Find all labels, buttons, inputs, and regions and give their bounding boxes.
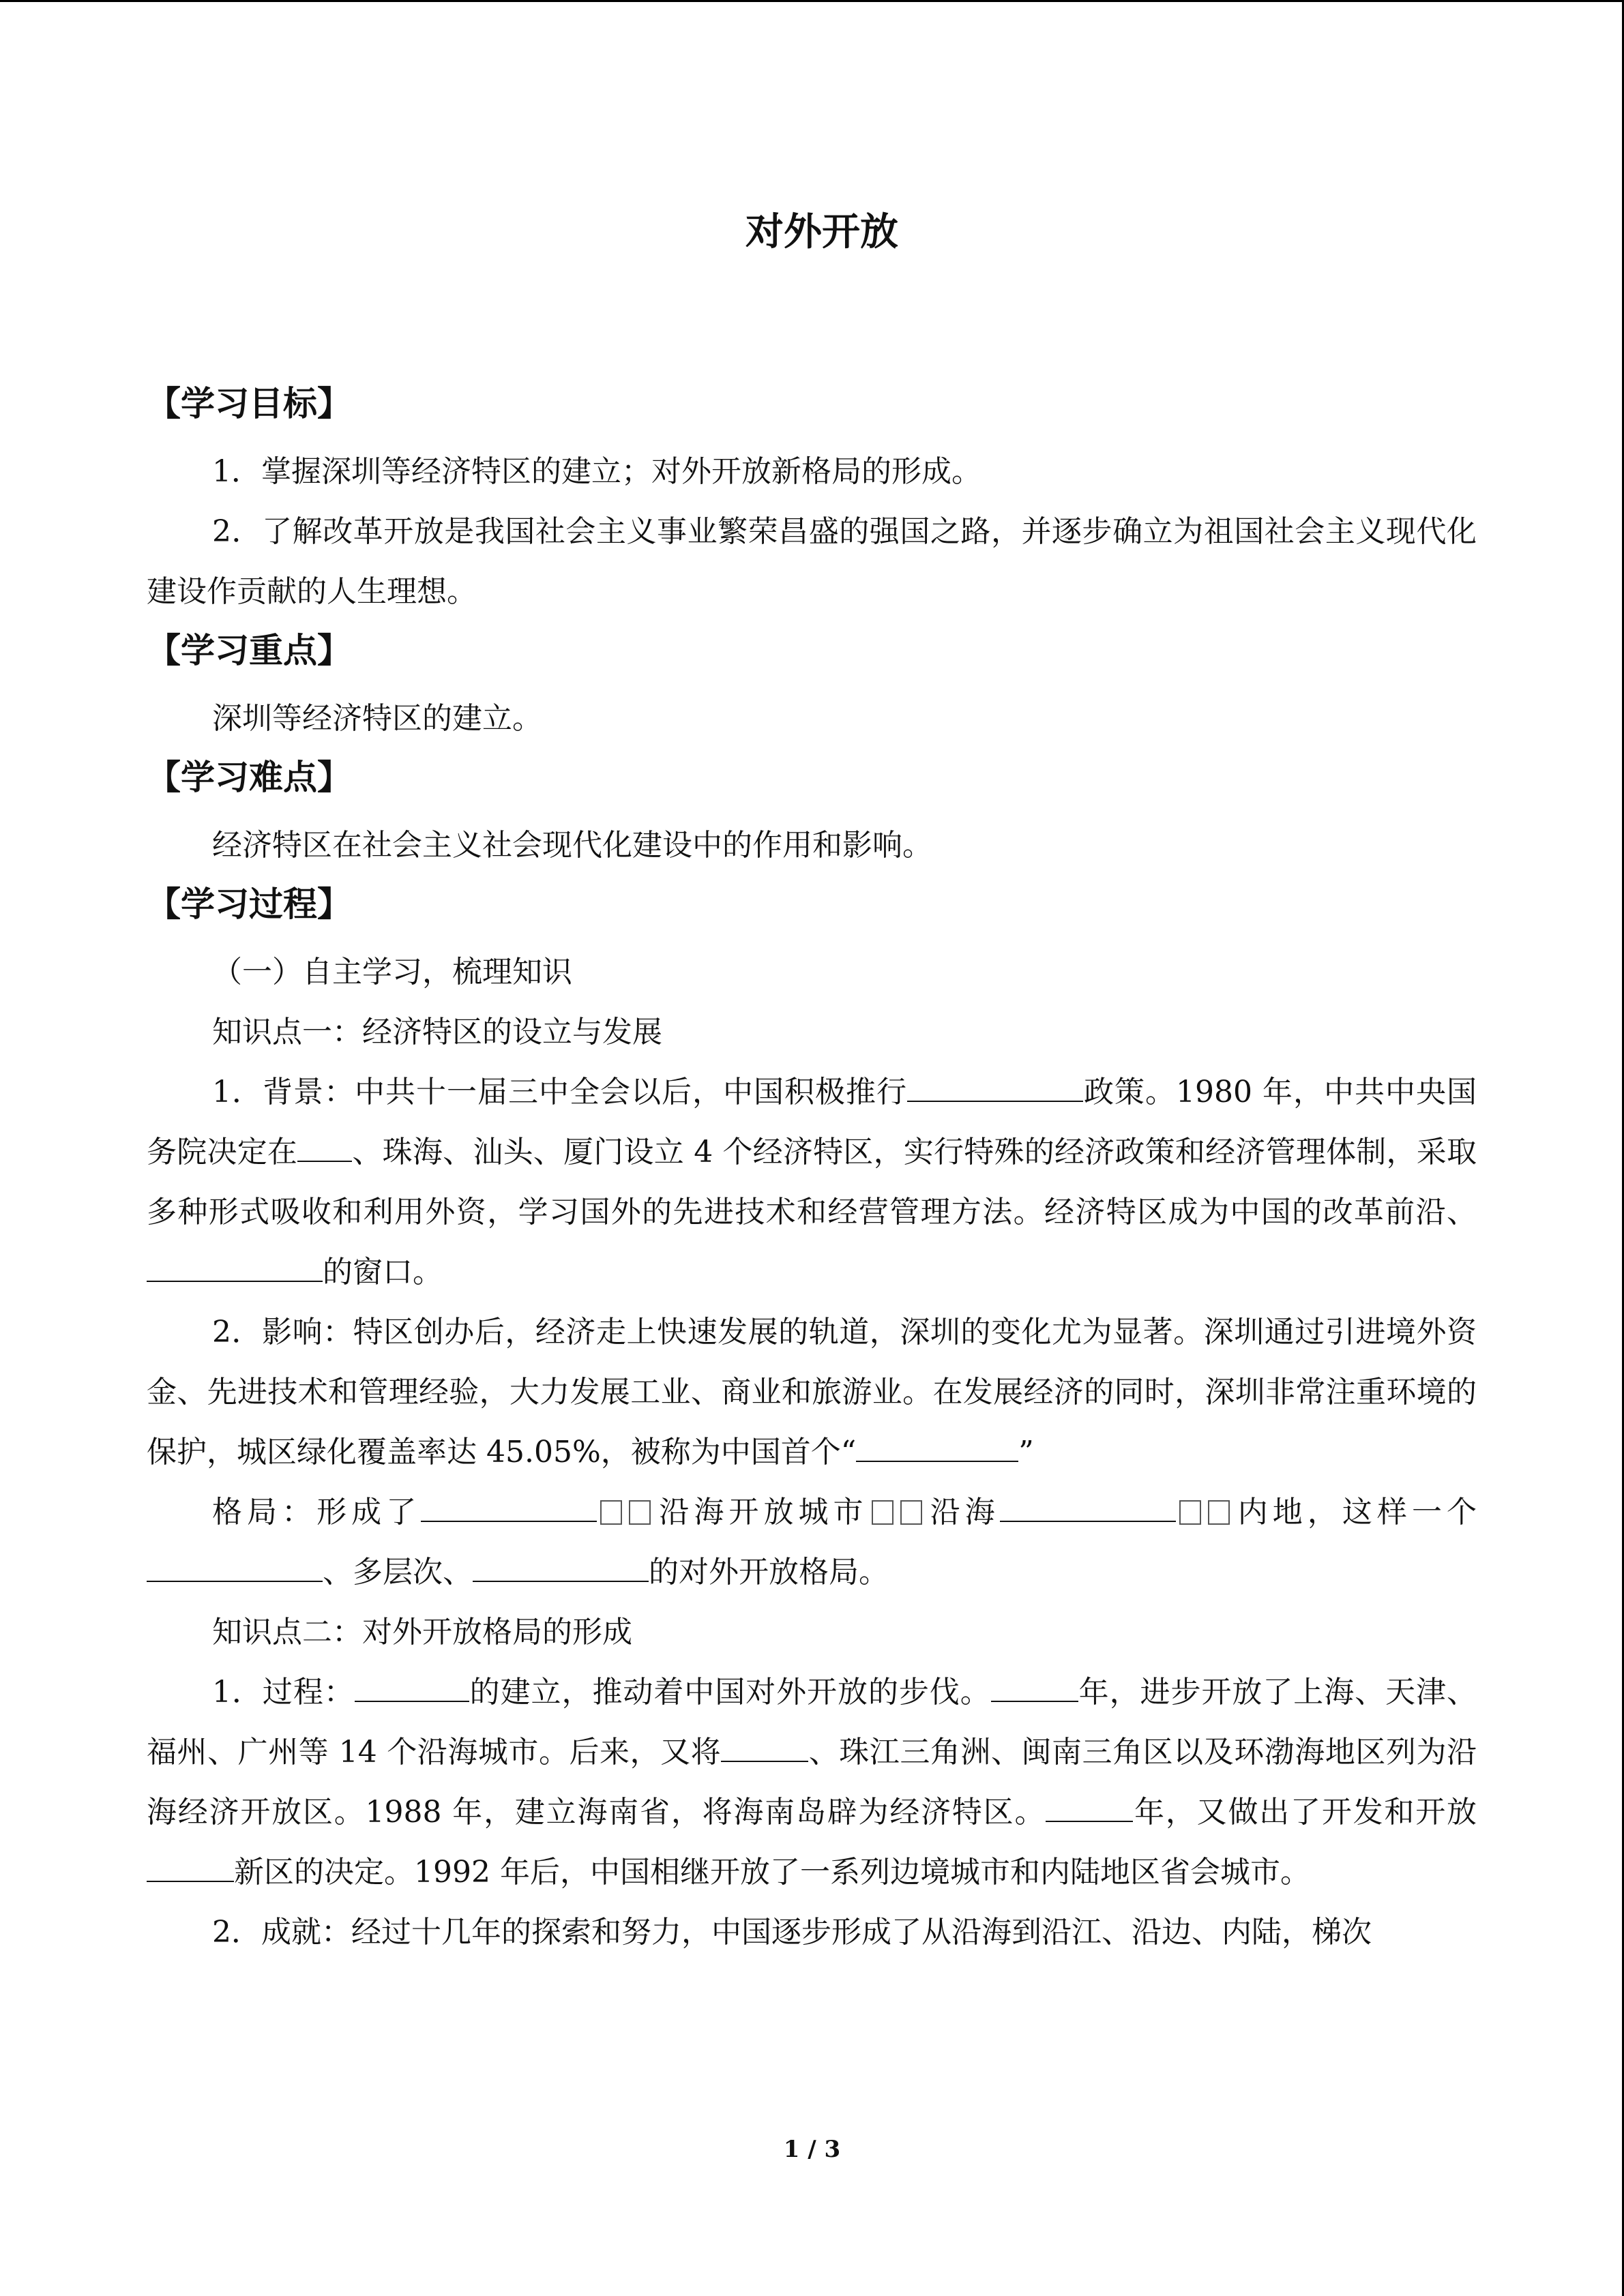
bg-text-b: 政策。1980 年，中共中央国务院决定在	[147, 1075, 1477, 1169]
blank-pattern-2[interactable]	[1000, 1485, 1176, 1522]
difficulties-text: 经济特区在社会主义社会现代化建设中的作用和影响。	[212, 828, 932, 863]
blank-city[interactable]	[297, 1125, 352, 1162]
missing-glyph-box	[872, 1500, 894, 1525]
knowledge-point-1-title: 知识点一：经济特区的设立与发展	[212, 1015, 662, 1049]
missing-glyph-box	[600, 1500, 622, 1525]
blank-course-newarea[interactable]	[147, 1845, 234, 1882]
blank-pattern-3[interactable]	[147, 1545, 323, 1582]
bg-text-a: 1．背景：中共十一届三中全会以后，中国积极推行	[212, 1075, 908, 1109]
blank-policy[interactable]	[907, 1065, 1083, 1102]
blank-course-year-1[interactable]	[991, 1665, 1078, 1702]
missing-glyph-box	[900, 1500, 922, 1525]
heading-difficulties: 【学习难点】	[147, 757, 351, 797]
goal-item-1: 1．掌握深圳等经济特区的建立；对外开放新格局的形成。	[212, 454, 981, 489]
knowledge-point-2-title: 知识点二：对外开放格局的形成	[212, 1615, 632, 1650]
goal-item-2: 2．了解改革开放是我国社会主义事业繁荣昌盛的强国之路，并逐步确立为祖国社会主义现代化建设作贡献的人生理想。	[147, 514, 1477, 609]
missing-glyph-box	[629, 1500, 651, 1525]
course-text-d: 、珠江三角洲、闽南三角区以及环渤海地区列为沿海经济开放区。1988 年，建立海南省，将海南岛辟为经济特区。	[147, 1735, 1477, 1830]
paragraph-course	[147, 1663, 1477, 1903]
impact-text-a: 2．影响：特区创办后，经济走上快速发展的轨道，深圳的变化尤为显著。深圳通过引进境外资金、先进技术和管理经验，大力发展工业、商业和旅游业。在发展经济的同时，深圳非常注重环境的保护，城区绿化覆盖率达 45.05%，被称为中国首个“	[147, 1315, 1477, 1470]
course-text-a: 1．过程：	[212, 1675, 355, 1710]
course-text-c: 年，进步开放了上海、天津、福州、广州等 14 个沿海城市。后来，又将	[147, 1675, 1477, 1770]
bg-text-d: 的窗口。	[323, 1255, 443, 1289]
document-title: 对外开放	[745, 209, 898, 254]
course-text-f: 新区的决定。1992 年后，中国相继开放了一系列边境城市和内陆地区省会城市。	[234, 1855, 1310, 1890]
pattern-text-e: 、多层次、	[323, 1555, 473, 1590]
missing-glyph-box	[1208, 1500, 1230, 1525]
blank-pattern-1[interactable]	[421, 1485, 597, 1522]
pattern-text-f: 的对外开放格局。	[649, 1555, 889, 1590]
page-number: 1 / 3	[783, 2136, 841, 2163]
course-text-b: 的建立，推动着中国对外开放的步伐。	[469, 1675, 991, 1710]
paragraph-achievement: 2．成就：经过十几年的探索和努力，中国逐步形成了从沿海到沿江、沿边、内陆，梯次	[212, 1915, 1372, 1950]
key-points-text: 深圳等经济特区的建立。	[212, 701, 542, 736]
paragraph-pattern	[147, 1482, 1477, 1602]
course-text-e: 年，又做出了开发和开放	[1133, 1795, 1477, 1830]
heading-key-points: 【学习重点】	[147, 630, 351, 670]
blank-title[interactable]	[856, 1425, 1018, 1462]
page-top-border	[0, 0, 1624, 2]
pattern-text-c: 沿海	[925, 1495, 1000, 1530]
blank-course-year-2[interactable]	[1046, 1785, 1133, 1822]
blank-course-1[interactable]	[355, 1665, 469, 1702]
subsection-self-study: （一）自主学习，梳理知识	[212, 955, 572, 989]
missing-glyph-box	[1179, 1500, 1201, 1525]
pattern-text-d: 内地，这样一个	[1232, 1495, 1477, 1530]
blank-window[interactable]	[147, 1245, 323, 1282]
heading-learning-goals: 【学习目标】	[147, 383, 351, 423]
impact-text-b: ”	[1018, 1435, 1034, 1470]
bg-text-c: 、珠海、汕头、厦门设立 4 个经济特区，实行特殊的经济政策和经济管理体制，采取多种形式吸收和利用外资，学习国外的先进技术和经营管理方法。经济特区成为中国的改革前沿、	[147, 1135, 1477, 1229]
paragraph-background	[147, 1062, 1477, 1302]
heading-learning-process: 【学习过程】	[147, 884, 351, 924]
pattern-text-a: 格局：形成了	[212, 1495, 422, 1530]
pattern-text-b: 沿海开放城市	[654, 1495, 868, 1530]
blank-pattern-4[interactable]	[473, 1545, 649, 1582]
paragraph-impact	[147, 1302, 1477, 1482]
blank-course-region[interactable]	[721, 1725, 808, 1762]
document-page	[147, 205, 1477, 1963]
